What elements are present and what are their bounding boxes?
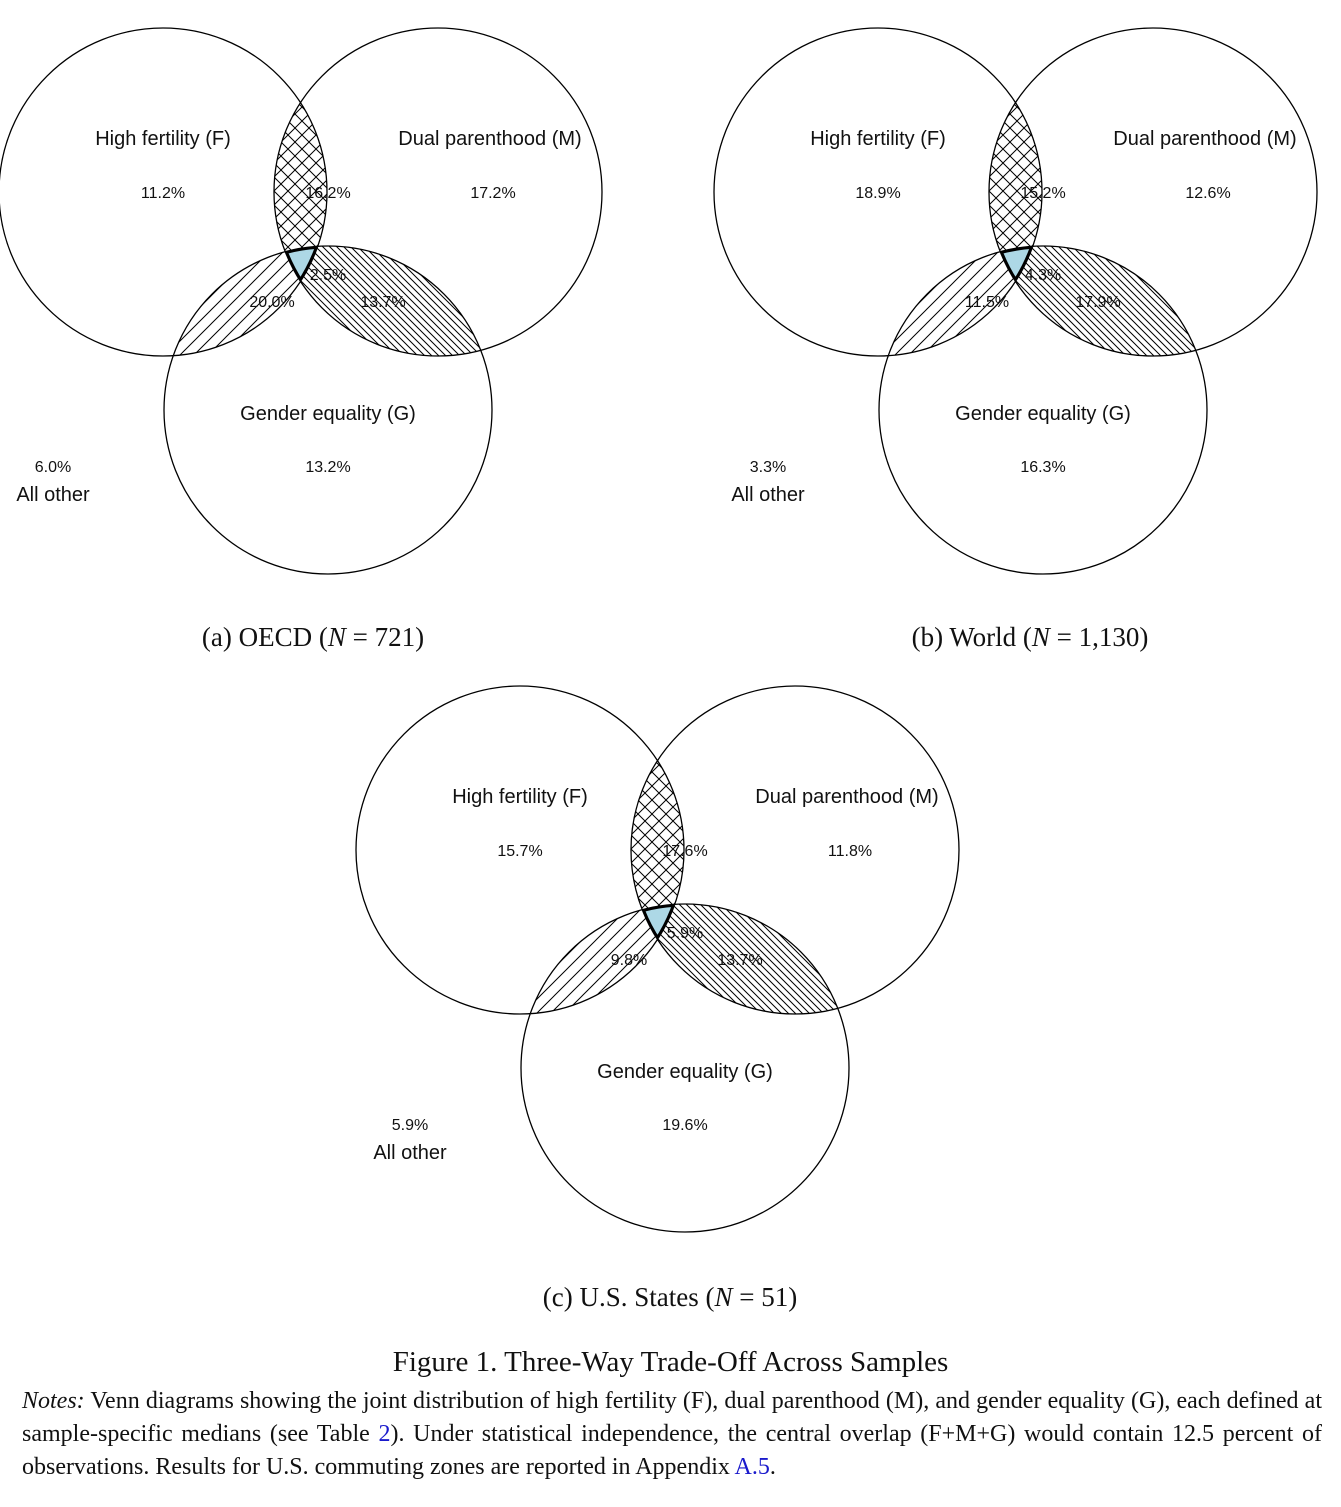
value-mg: 17.9% — [1075, 294, 1121, 311]
value-fg: 9.8% — [610, 952, 648, 969]
region-mg — [322, 638, 1022, 1338]
value-g-only: 16.3% — [1020, 459, 1066, 476]
panel-caption-us: (c) U.S. States (N = 51) — [542, 1282, 798, 1312]
set-label-g: Gender equality (G) — [597, 1061, 773, 1083]
region-fmg — [0, 0, 665, 680]
figure-title: Figure 1. Three-Way Trade-Off Across Samples — [392, 1346, 949, 1378]
value-fm: 16.2% — [305, 185, 351, 202]
value-mg: 13.7% — [360, 294, 406, 311]
value-m-only: 17.2% — [470, 185, 516, 202]
venn-diagram — [730, 30, 1330, 590]
value-mg: 13.7% — [717, 952, 763, 969]
set-label-g: Gender equality (G) — [955, 403, 1131, 425]
value-f-only: 18.9% — [855, 185, 901, 202]
value-fmg: 2.5% — [309, 267, 347, 284]
value-fm: 15.2% — [1020, 185, 1066, 202]
value-f-only: 15.7% — [497, 843, 543, 860]
set-label-g: Gender equality (G) — [240, 403, 416, 425]
region-mg — [0, 0, 665, 680]
set-label-m: Dual parenthood (M) — [398, 128, 582, 150]
region-fm — [680, 0, 1341, 680]
panel-caption-oecd: (a) OECD (N = 721) — [201, 622, 425, 652]
label-none: All other — [373, 1142, 447, 1164]
notes-label: Notes: — [22, 1388, 85, 1414]
value-f-only: 11.2% — [140, 185, 186, 202]
region-fmg — [680, 0, 1341, 680]
region-mg — [680, 0, 1341, 680]
region-fg — [680, 0, 1341, 680]
table-2-link[interactable]: 2 — [378, 1421, 391, 1447]
value-fmg: 5.9% — [666, 925, 704, 942]
region-fg — [0, 0, 665, 680]
value-none: 5.9% — [391, 1117, 429, 1134]
venn-diagram — [15, 30, 615, 590]
value-fmg: 4.3% — [1024, 267, 1062, 284]
panel-caption-world: (b) World (N = 1,130) — [911, 622, 1149, 652]
value-g-only: 13.2% — [305, 459, 351, 476]
set-label-f: High fertility (F) — [810, 128, 946, 150]
region-fmg — [322, 638, 1022, 1338]
set-label-m: Dual parenthood (M) — [1113, 128, 1297, 150]
set-label-f: High fertility (F) — [95, 128, 231, 150]
region-fg — [322, 638, 1022, 1338]
region-fm — [0, 0, 665, 680]
value-g-only: 19.6% — [662, 1117, 708, 1134]
appendix-a5-link[interactable]: A.5 — [734, 1454, 770, 1480]
region-fm — [322, 638, 1022, 1338]
set-label-m: Dual parenthood (M) — [755, 786, 939, 808]
value-fg: 11.5% — [964, 294, 1010, 311]
value-m-only: 12.6% — [1185, 185, 1231, 202]
value-m-only: 11.8% — [827, 843, 873, 860]
label-none: All other — [731, 484, 805, 506]
venn-panel-world — [730, 30, 1330, 590]
value-none: 3.3% — [749, 459, 787, 476]
label-none: All other — [16, 484, 90, 506]
set-label-f: High fertility (F) — [452, 786, 588, 808]
value-fm: 17.6% — [662, 843, 708, 860]
venn-panel-us — [372, 688, 972, 1248]
value-none: 6.0% — [34, 459, 72, 476]
venn-diagram — [372, 688, 972, 1248]
value-fg: 20.0% — [249, 294, 295, 311]
figure-notes: Notes: Venn diagrams showing the joint distribution of high fertility (F), dual parenthood (M), and gender equality (G), each defined at sample-specific medians (see Table 2). Under statistical independence, the central overlap (F+M+G) would contain 12.5 percent of observations. Results for U.S. commuting zones are reported in Appendix A.5. — [22, 1388, 1322, 1480]
venn-panel-oecd — [15, 30, 615, 590]
